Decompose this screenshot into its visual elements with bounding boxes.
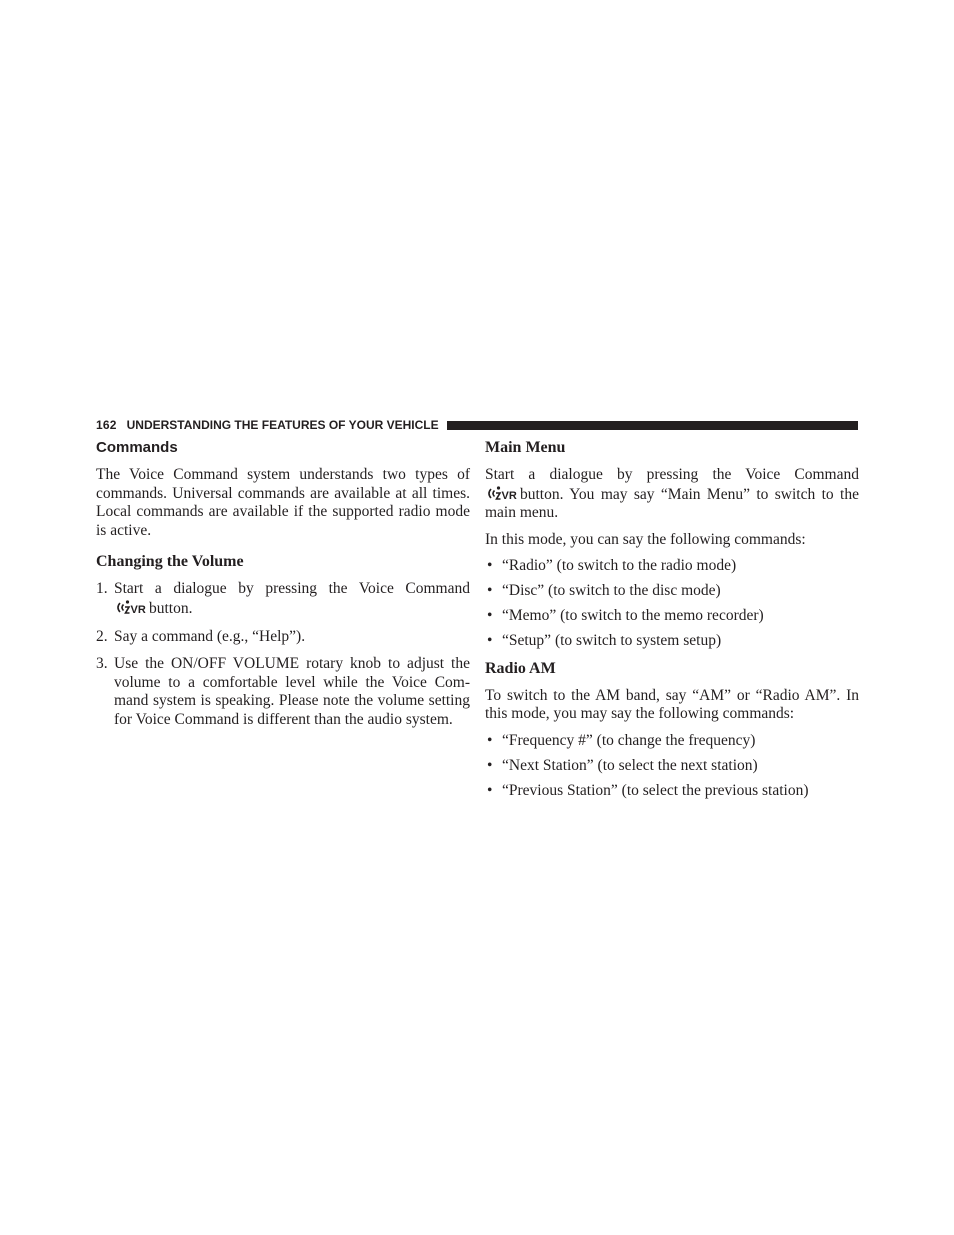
bullet-icon: • xyxy=(487,756,493,774)
radio-am-heading: Radio AM xyxy=(485,659,556,677)
voice-command-icon xyxy=(485,485,519,502)
list-item: • “Radio” (to switch to the radio mode) xyxy=(487,557,737,575)
bullet-icon: • xyxy=(487,632,493,650)
list-item: • “Previous Station” (to select the previous station) xyxy=(487,781,809,799)
commands-heading: Commands xyxy=(96,439,178,456)
bullet-icon: • xyxy=(487,731,493,749)
list-item: 2. Say a command (e.g., “Help”). xyxy=(96,627,306,645)
list-item: 1. Start a dialogue by pressing the Voice Command VR button. xyxy=(96,580,470,617)
page-number: 162 xyxy=(96,418,117,432)
main-menu-heading: Main Menu xyxy=(485,439,566,456)
bullet-icon: • xyxy=(487,781,493,799)
list-item: • “Setup” (to switch to system setup) xyxy=(487,632,722,650)
list-item: 3. Use the ON/OFF VOLUME rotary knob to adjust the volume to a comfortable level while the Voice Com- mand system is speaking. Please note the volume setting for Voice Command is different than the audio system. xyxy=(96,655,470,728)
list-item: • “Memo” (to switch to the memo recorder) xyxy=(487,607,764,625)
main-menu-command-list xyxy=(485,557,859,650)
main-menu-intro: Start a dialogue by pressing the Voice Command VR button. You may say “Main Menu” to switch to the main menu. xyxy=(485,466,859,522)
list-item: • “Next Station” (to select the next station) xyxy=(487,756,758,774)
section-title: UNDERSTANDING THE FEATURES OF YOUR VEHICLE xyxy=(126,418,439,432)
radio-am-paragraph: To switch to the AM band, say “AM” or “Radio AM”. In this mode, you may say the following commands: xyxy=(485,686,859,723)
left-column xyxy=(96,438,470,739)
header-rule xyxy=(447,421,858,430)
svg-text:VR: VR xyxy=(130,603,146,616)
changing-volume-heading: Changing the Volume xyxy=(96,553,244,571)
radio-am-command-list xyxy=(485,732,859,800)
bullet-icon: • xyxy=(487,557,493,575)
voice-command-icon xyxy=(114,599,148,616)
right-column xyxy=(485,438,859,808)
bullet-icon: • xyxy=(487,607,493,625)
commands-paragraph: The Voice Command system understands two types of commands. Universal commands are available at all times. Local commands are available if the supported radio mode is active. xyxy=(96,466,470,539)
list-item: • “Disc” (to switch to the disc mode) xyxy=(487,582,721,600)
volume-steps-list xyxy=(96,580,470,729)
page-header xyxy=(96,416,858,434)
svg-text:VR: VR xyxy=(501,489,517,502)
main-menu-mode-text: In this mode, you can say the following commands: xyxy=(485,530,806,548)
list-item: • “Frequency #” (to change the frequency) xyxy=(487,731,756,749)
bullet-icon: • xyxy=(487,582,493,600)
